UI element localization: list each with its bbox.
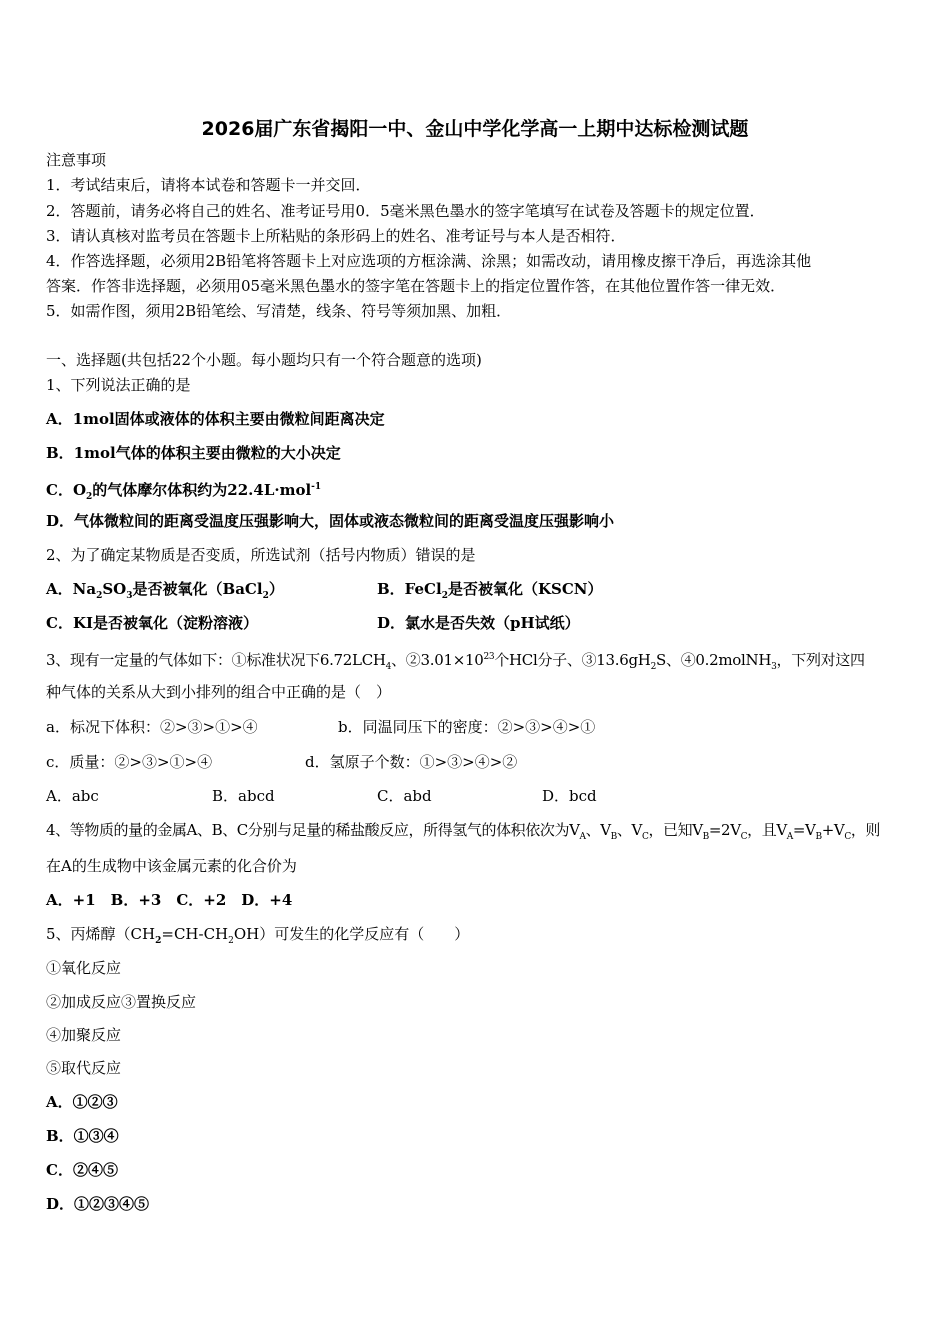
page-title: 2026届广东省揭阳一中、金山中学化学高一上期中达标检测试题 bbox=[201, 118, 749, 140]
q2-option-d: D．氯水是否失效（pH试纸） bbox=[377, 614, 580, 632]
q3-statement-a: a．标况下体积：②>③>①>④ bbox=[46, 718, 258, 736]
question-3-stem-cont: 种气体的关系从大到小排列的组合中正确的是（ ） bbox=[46, 683, 392, 701]
q1-option-c: C．$O_2$的气体摩尔体积约为22.4L·mol$^{-1}$ bbox=[46, 481, 322, 502]
q3-option-b: B．abcd bbox=[212, 787, 275, 805]
notice-item: 3．请认真核对监考员在答题卡上所粘贴的条形码上的姓名、准考证号与本人是否相符． bbox=[46, 227, 626, 245]
q5-option-c: C．②④⑤ bbox=[46, 1161, 118, 1179]
q5-item: ①氧化反应 bbox=[46, 959, 122, 977]
q5-option-a: A．①②③ bbox=[46, 1093, 118, 1111]
question-2-stem: 2、为了确定某物质是否变质，所选试剂（括号内物质）错误的是 bbox=[46, 546, 476, 564]
q5-item: ⑤取代反应 bbox=[46, 1059, 122, 1077]
q3-statement-c: c．质量：②>③>①>④ bbox=[46, 753, 213, 771]
q3-statement-b: b．同温同压下的密度：②>③>④>① bbox=[338, 718, 596, 736]
q3-option-a: A．abc bbox=[46, 787, 99, 805]
q5-option-d: D．①②③④⑤ bbox=[46, 1195, 150, 1213]
q2-option-b: B．FeCl$_2$是否被氧化（KSCN） bbox=[377, 580, 603, 601]
notice-item: 4．作答选择题，必须用2B铅笔将答题卡上对应选项的方框涂满、涂黑；如需改动，请用橡皮擦干净后，再选涂其他 bbox=[46, 252, 812, 270]
q3-statement-d: d．氢原子个数：①>③>④>② bbox=[305, 753, 518, 771]
q3-option-d: D．bcd bbox=[542, 787, 597, 805]
q5-item: ②加成反应③置换反应 bbox=[46, 993, 197, 1011]
notice-heading: 注意事项 bbox=[46, 151, 107, 169]
q2-option-a: A．$Na_2SO_3$是否被氧化（BaCl$_2$） bbox=[46, 580, 284, 601]
q5-item: ④加聚反应 bbox=[46, 1026, 122, 1044]
question-1-stem: 1、下列说法正确的是 bbox=[46, 376, 191, 394]
question-4-stem-cont: 在A的生成物中该金属元素的化合价为 bbox=[46, 857, 297, 875]
notice-item: 答案．作答非选择题，必须用05毫米黑色墨水的签字笔在答题卡上的指定位置作答，在其他位置作答一律无效． bbox=[46, 277, 786, 295]
q1-option-b: B．1mol气体的体积主要由微粒的大小决定 bbox=[46, 444, 341, 462]
q1-option-d: D．气体微粒间的距离受温度压强影响大，固体或液态微粒间的距离受温度压强影响小 bbox=[46, 512, 615, 530]
question-4-stem: 4、等物质的量的金属A、B、C分别与足量的稀盐酸反应，所得氢气的体积依次为$V_A$、$V_B$、$V_C$，已知$V_B=2V_C$，且$V_A=V_B+V_C$，则 bbox=[46, 821, 881, 842]
question-3-stem: 3、现有一定量的气体如下：①标准状况下$6.72LCH_4$、$②3.01\times 10^{23}$个HCl分子、$③13.6gH_2S$、④0.2molNH$_3$，下列对这四 bbox=[46, 651, 865, 672]
q5-option-b: B．①③④ bbox=[46, 1127, 119, 1145]
section-heading: 一、选择题(共包括22个小题。每小题均只有一个符合题意的选项) bbox=[46, 351, 482, 369]
notice-item: 1．考试结束后，请将本试卷和答题卡一并交回． bbox=[46, 176, 371, 194]
notice-item: 2．答题前，请务必将自己的姓名、准考证号用0．5毫米黑色墨水的签字笔填写在试卷及答题卡的规定位置． bbox=[46, 202, 765, 220]
q1-option-a: A．1mol固体或液体的体积主要由微粒间距离决定 bbox=[46, 410, 385, 428]
q3-option-c: C．abd bbox=[377, 787, 432, 805]
notice-item: 5．如需作图，须用2B铅笔绘、写清楚，线条、符号等须加黑、加粗． bbox=[46, 302, 512, 320]
q2-option-c: C．KI是否被氧化（淀粉溶液） bbox=[46, 614, 258, 632]
q4-options: A．+1 B．+3 C．+2 D．+4 bbox=[46, 891, 293, 909]
question-5-stem: 5、丙烯醇$(CH_2=CH-CH_2OH)$可发生的化学反应有（ ） bbox=[46, 925, 470, 946]
